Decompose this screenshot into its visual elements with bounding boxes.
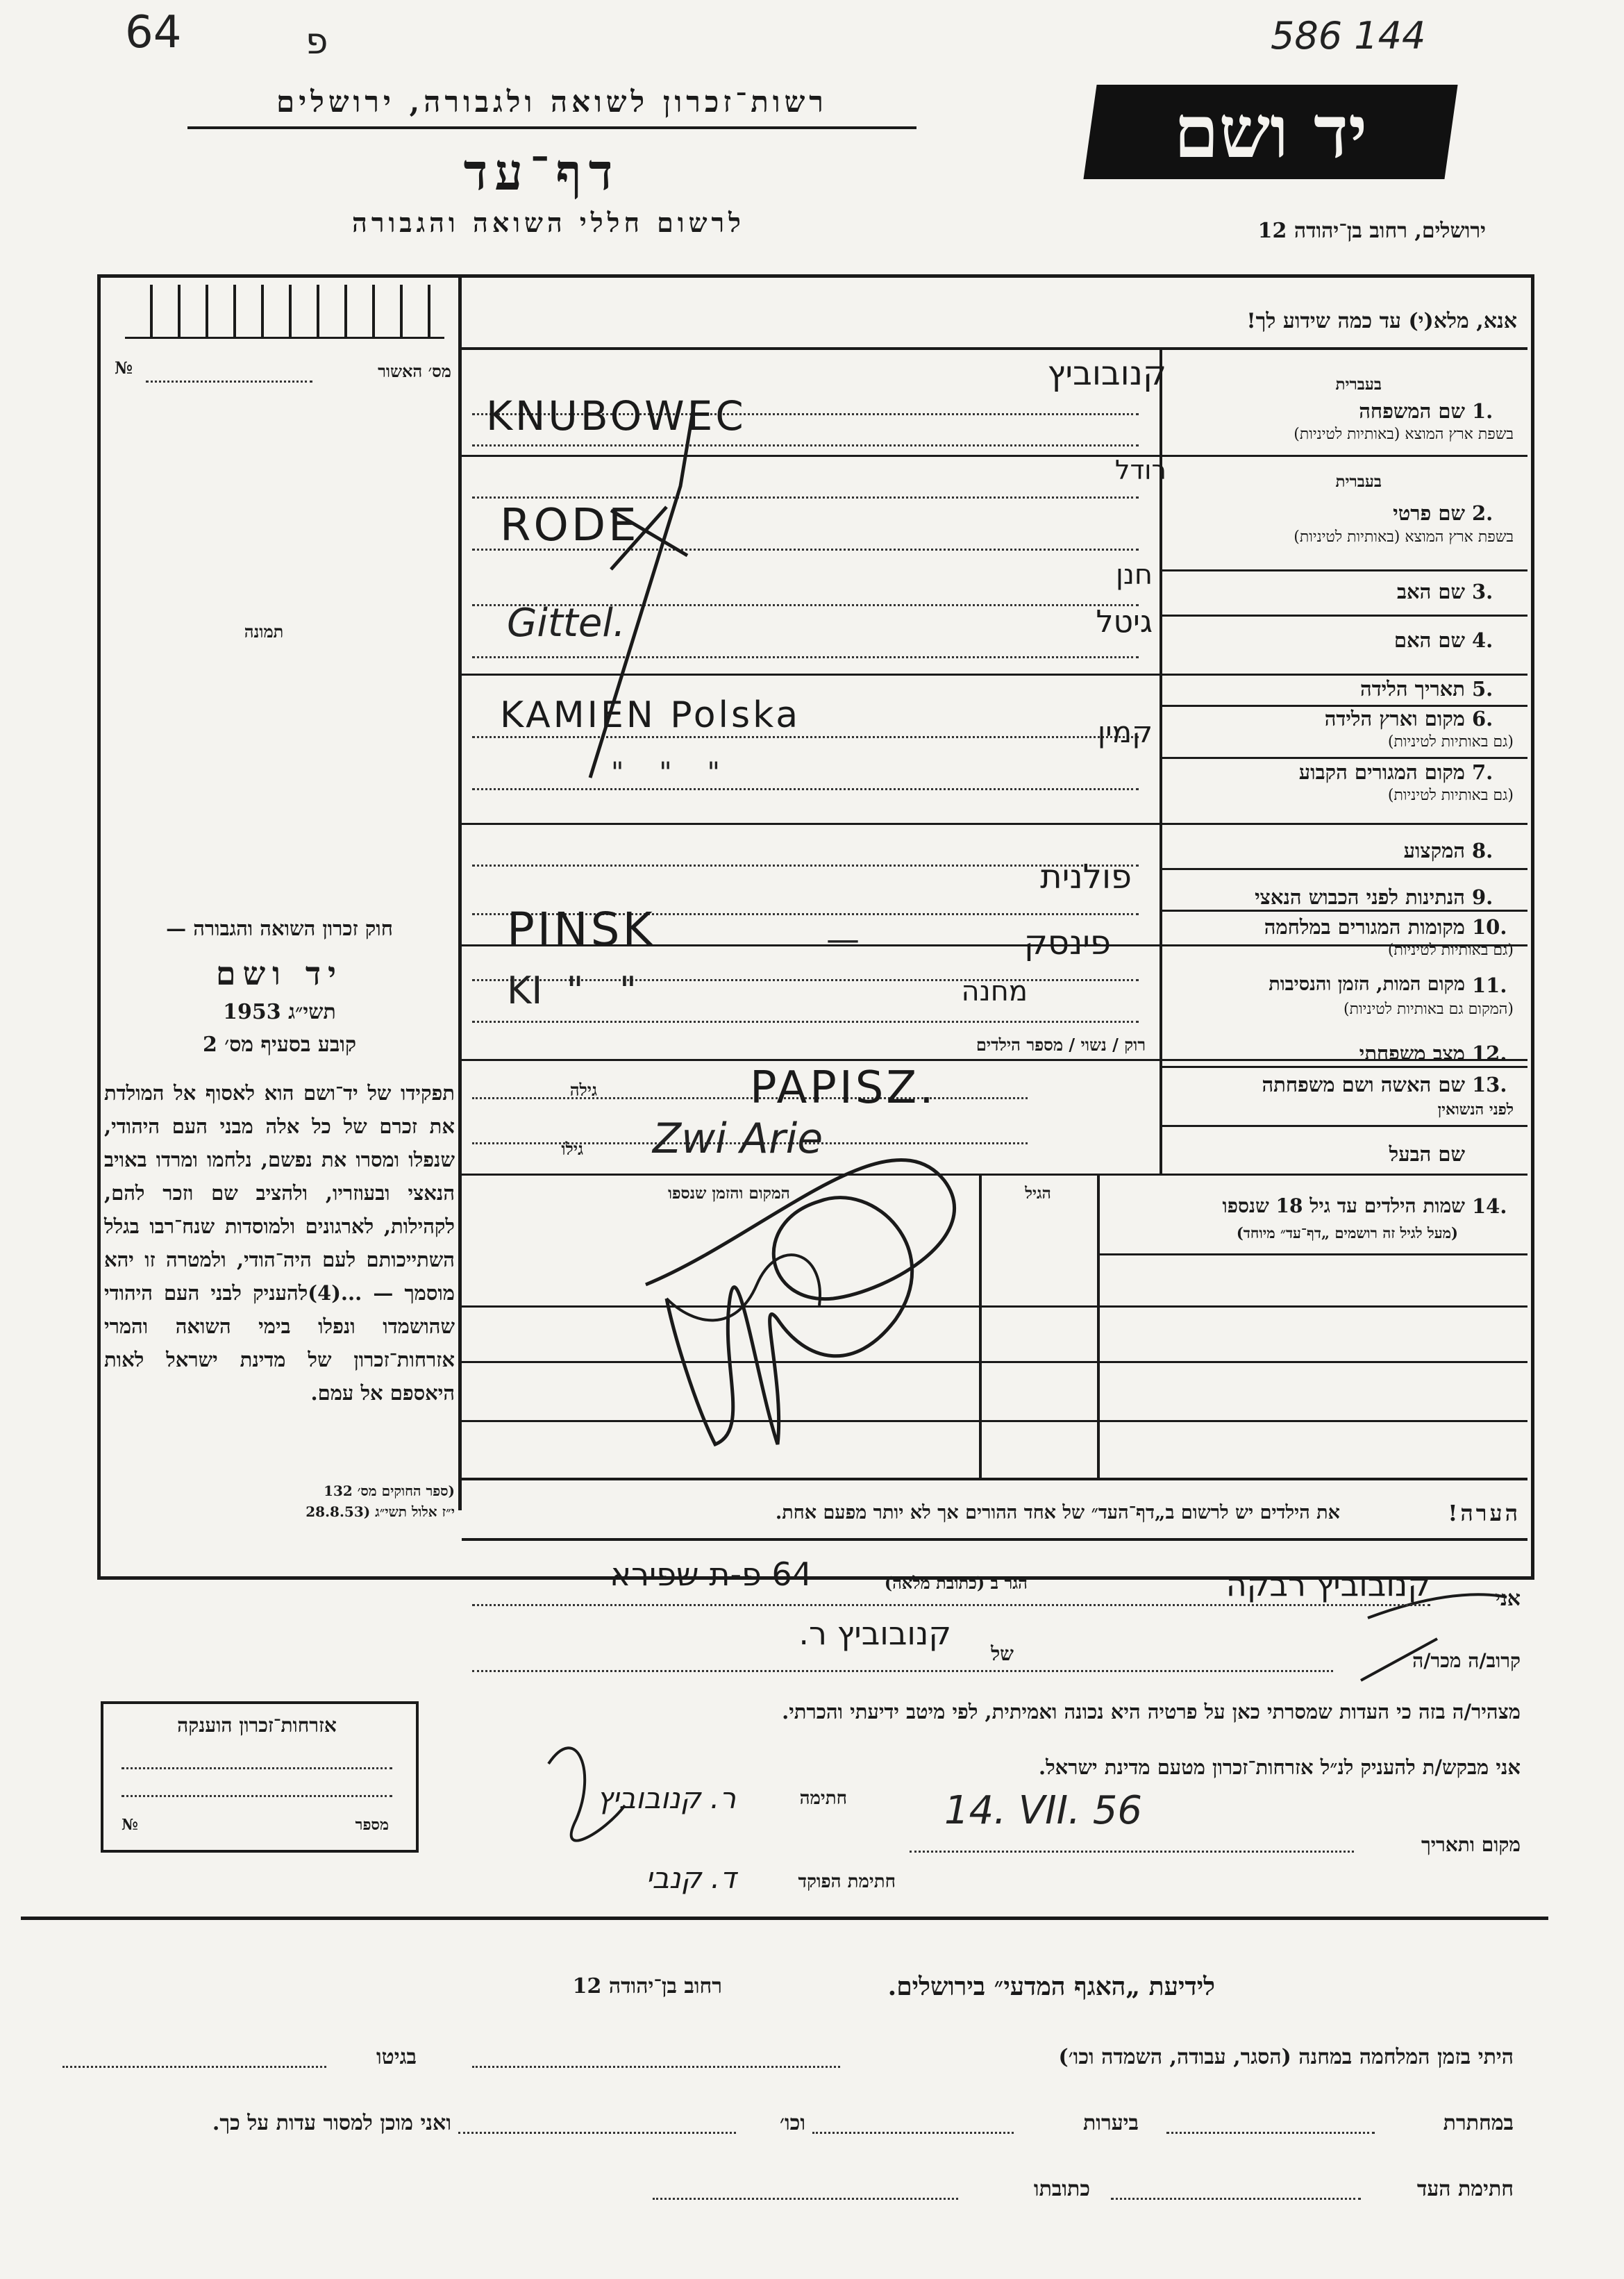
citizenship-number-label: מספר: [355, 1816, 389, 1834]
scribble-loops: [646, 1160, 955, 1444]
field-3-value: חנן: [1115, 559, 1153, 591]
husband-value: Zwi Arie: [653, 1115, 823, 1163]
field-3-num: 3.: [1472, 580, 1493, 603]
field-7-value: " " ": [611, 757, 720, 789]
date-value: 14. VII. 56: [944, 1788, 1143, 1833]
field-4-num: 4.: [1472, 628, 1493, 652]
field-10-label: מקומות המגורים במלחמה: [1264, 915, 1465, 939]
address: ירושלים, רחוב בן־יהודה 12: [1257, 219, 1486, 243]
field-8-num: 8.: [1472, 839, 1493, 862]
children-num: 14.: [1472, 1194, 1507, 1218]
field-12-label: מצב משפחתי: [1359, 1042, 1465, 1065]
husband-label: שם הבעל: [1389, 1142, 1465, 1166]
field-1-label: שם המשפחה: [1359, 399, 1465, 423]
field-1-num: 1.: [1472, 399, 1493, 423]
field-7-num: 7.: [1472, 760, 1493, 784]
footer-to-label: לידיעת „האגף המדעי״ בירושלים.: [887, 1972, 1215, 2001]
field-10-sub: (גם באותיות לטיניות): [1387, 942, 1514, 959]
field-5-num: 5.: [1472, 677, 1493, 701]
law-gazette-1: (ספר החוקים מס׳ 132: [324, 1483, 455, 1499]
photo-label: תמונה: [244, 621, 284, 642]
husband-age-label: גילו: [561, 1139, 583, 1159]
wife-latin-value: PAPISZ.: [750, 1062, 937, 1114]
law-text: תפקידו של יד־ושם הוא לאסוף אל המולדת את זכרם של כל אלה מבני העם היהודי, שנפלו ומסרו את נפשם, נלחמו ומרדו באויב הנאצי ובעוזריו, ולהציב שם וזכר להם, לקהילות, לארגונים ולמוסדות שנח־רבו בגלל השתייכותם לעם היה־הודי, ולמטרה זו יהא מוסמך — ...(4)להעניק לבני העם היהודי שהושמדו ונפלו בימי השואה והמרי אזרחות־זכרון של מדינת ישראל לאות היאספם אל עמם.: [104, 1081, 455, 1405]
field-11-sub: (המקום גם באותיות לטיניות): [1343, 1001, 1514, 1018]
children-label: שמות הילדים עד גיל 18 שנספו: [1222, 1194, 1465, 1217]
field-2-hebrew-value: רודל: [1114, 455, 1166, 485]
signature-value: ר. קנובוביץ: [596, 1781, 736, 1815]
field-12-num: 12.: [1472, 1042, 1507, 1065]
field-11-label: מקום המות, הזמן והנסיבות: [1269, 974, 1465, 995]
law-gazette-2: י״ז אלול תשי״ג (28.8.53: [305, 1503, 455, 1520]
field-4-value: גיטל: [1096, 604, 1153, 640]
field-6-latin-value: KAMIEN Polska: [500, 694, 801, 736]
authority-title: רשות־זכרון לשואה ולגבורה, ירושלים: [276, 85, 828, 119]
footer-line2d: ואני מוכן למסור עדות על כך.: [212, 2111, 451, 2135]
footer-line1b: בגיטו: [376, 2045, 417, 2069]
children-col-age: הגיל: [1025, 1184, 1051, 1203]
top-left-mark: פ: [305, 21, 328, 62]
footer-line3b: כתובתו: [1033, 2177, 1090, 2201]
approval-no: №: [115, 358, 133, 378]
field-4-latin-value: Gittel.: [507, 601, 626, 646]
footer-line2b: ביערות: [1082, 2111, 1139, 2135]
field-2-label: שם פרטי: [1393, 501, 1465, 525]
place-date-label: מקום ותאריך: [1421, 1833, 1521, 1856]
field-9-label: הנתינות לפני הכבוש הנאצי: [1255, 885, 1465, 909]
field-1-sub: בשפת ארץ המוצא (באותיות לטיניות): [1294, 426, 1514, 443]
request-text: אני מבקש/ת להעניק לנ״ל אזרחות־זכרון מטעם מדינת ישראל.: [1039, 1755, 1521, 1779]
intro-text: אנא, מלא(י) עד כמה שידוע לך!: [1246, 309, 1517, 333]
field-4-label: שם האם: [1393, 628, 1465, 652]
field-5-label: תאריך הלידה: [1360, 677, 1465, 701]
approval-label: מס׳ האשור: [378, 361, 451, 381]
declare-text: מצהיר/ה בזה כי העדות שמסרתי כאן על פרטיה היא נכונה ואמיתית, לפי מיטב ידיעתי והכרתי.: [782, 1700, 1521, 1723]
form-subtitle: לרשום חללי השואה והגבורה: [352, 207, 745, 238]
top-right-number: 586 144: [1271, 14, 1426, 58]
field-13-label: שם האשה ושם משפחתה: [1262, 1073, 1465, 1096]
law-name: יד ושם: [215, 955, 344, 992]
field-3-label: שם האב: [1396, 580, 1465, 603]
field-10-value: פינסק: [1023, 924, 1111, 962]
field-11-value: מחנה: [961, 976, 1028, 1008]
field-7-label: מקום המגורים הקבוע: [1298, 760, 1465, 784]
field-1-latin-value: KNUBOWEC: [486, 392, 746, 440]
field-1-hebrew-value: קנובוביץ: [1047, 354, 1166, 393]
declarant-name: קנובוביץ רבקה: [1225, 1566, 1430, 1603]
field-9-num: 9.: [1472, 885, 1493, 909]
law-title: חוק זכרון השואה והגבורה —: [166, 917, 393, 940]
field-2-sub: בשפת ארץ המוצא (באותיות לטיניות): [1294, 528, 1514, 546]
law-clause: קובע בסעיף מס׳ 2: [202, 1033, 357, 1057]
cross-out-diagonal: [590, 403, 694, 778]
field-6-value: קמין: [1097, 715, 1153, 749]
declarant-ani: אני: [1495, 1587, 1521, 1611]
dash-1: —: [826, 920, 860, 959]
relative-value: קנובוביץ ר.: [798, 1614, 951, 1652]
field-8-label: המקצוע: [1403, 839, 1465, 862]
field-2-num: 2.: [1472, 501, 1493, 525]
field-11-num: 11.: [1472, 974, 1507, 997]
field-2-latin-value: RODE: [500, 500, 639, 551]
field-11-latin-value: KI " ": [507, 969, 637, 1012]
citizenship-no: №: [122, 1816, 138, 1834]
relative-label: קרוב/ה מכר/ה: [1412, 1649, 1521, 1672]
law-year: תשי״ג 1953: [223, 1000, 336, 1024]
field-7-sub: (גם באותיות לטיניות): [1387, 787, 1514, 804]
field-13-num: 13.: [1472, 1073, 1507, 1096]
field-12-value: רוק / נשוי / מספר הילדים: [976, 1035, 1146, 1055]
declarant-resides-label: הגר ב (כתובת מלאה): [884, 1573, 1028, 1593]
wife-age-label: גילה: [569, 1080, 597, 1100]
field-6-sub: (גם באותיות לטיניות): [1387, 733, 1514, 751]
footer-line2a: במחתרת: [1443, 2111, 1514, 2135]
declarant-address: 64 פ-ת שפירא: [610, 1555, 812, 1593]
citizenship-title: אזרחות־זכרון הוענקה: [177, 1714, 337, 1737]
field-10-latin-value: PINSK: [507, 903, 655, 956]
footer-line1a: היתי בזמן המלחמה במחנה (הסגר, עבודה, השמדה וכו׳): [1058, 2045, 1514, 2069]
children-col-place: המקום והזמן שנספו: [668, 1184, 790, 1203]
yad-vashem-logo: יד ושם: [1083, 85, 1457, 179]
top-left-scribble: 64: [125, 7, 182, 58]
field-2-hebrew-tag: בעברית: [1335, 472, 1382, 491]
field-6-label: מקום וארץ הלידה: [1324, 707, 1465, 731]
footer-street: רחוב בן־יהודה 12: [572, 1974, 722, 1998]
of-label: של: [991, 1642, 1014, 1665]
field-10-num: 10.: [1472, 915, 1507, 939]
children-sub: (מעל לגיל זה רושמים „דף־עד״ מיוחד): [1236, 1224, 1458, 1242]
cross-out-x: [611, 507, 687, 569]
field-13-sub: לפני הנשואין: [1437, 1101, 1514, 1119]
field-9-value: פולנית: [1040, 858, 1132, 896]
note-label: הערה!: [1448, 1500, 1521, 1526]
note-text: את הילדים יש לרשום ב„דף־העד״ של אחד ההורים אך לא יותר מפעם אחת.: [775, 1502, 1340, 1523]
footer-line3a: חתימת העד: [1416, 2177, 1514, 2201]
form-title: דף־עד: [463, 142, 620, 201]
officer-value: ד. קנבי: [646, 1861, 736, 1895]
officer-label: חתימת הפוקד: [798, 1871, 896, 1892]
field-6-num: 6.: [1472, 707, 1493, 731]
field-1-hebrew-tag: בעברית: [1335, 375, 1382, 394]
signature-label: חתימה: [799, 1788, 847, 1809]
footer-line2c: וכו׳: [780, 2111, 805, 2135]
